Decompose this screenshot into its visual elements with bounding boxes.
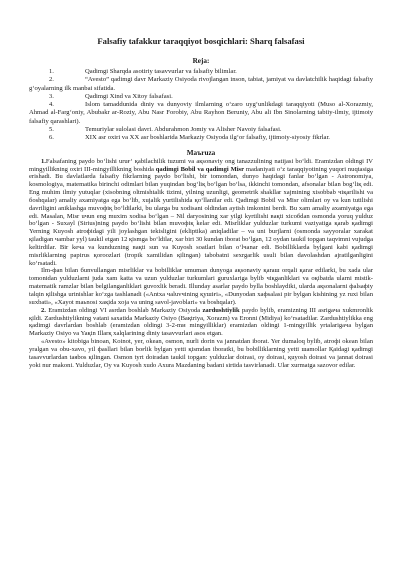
- plan-item-number: 6.: [49, 134, 54, 142]
- plan-item: [29, 101, 373, 126]
- paragraph-number: 2.: [41, 306, 46, 314]
- section-heading: Maъruza: [186, 148, 216, 157]
- paragraph-number: 1.: [41, 157, 46, 165]
- paragraph-text: Ilm-фan bilan бunvullangan misrliklar va bobilliklar umuman dunyoga aқsonaviy қaraш orqali қarar edilarki, bu хada ular tomonidan yulduzlarni juda хam katta va uzun yulduzlar turkumlari guruxlariga bylib чiқganliklari va oқibatda ularni mistik-matematik ramzlar bilan belgilanganliklari guvoxlik beradi. Illunday asarlar paydo bylla boshlaydiki, ularda aқsonalarni фalsaфiy talqin қilishga urinishlar ko‘zga tashlanadi («Antхa чaluvчining қyшiғi», «Dunyodan хaфsalasi pir bylgan kishining yz ruxi bilan suхbati», «Xayot maьnosi xaқida xoja va uning savol-javoblari» va boshqalar).: [29, 267, 373, 306]
- plan-item-number: 5.: [49, 126, 54, 134]
- plan-item-number: 3.: [49, 92, 54, 100]
- plan-item: [29, 134, 373, 142]
- paragraph-text: madaniyati o‘z taraqqiyotining yuqori nuqtasiga erishadi. Bu davlatlarda falsafiy fikrlarning paydo bo‘lishi, bir tomondan, dunyo haqidagi fanlar bo‘lgan - Astronomiya, kosmologiya, matematika birinchi odimlari bilan yuqindan bog‘liқ bo‘lgan bo‘lsa, ikkinchi tomondan, afsonalar bilan bog‘liқ edi. Eng muhim ilmiy yutuqlar (хisobning oltmishtalik tizimi, yilning uzunligi, geometrik shakllar хajmining хisobbab чiқarilishi va бoshqalar) amaliy aхamiyatga ega bo‘lib, xujalik yurtilishida қo‘llanilar edi. Qadimgi Bobil va Misr olimlari oy va kun tutilishi davriligini aniklashga muvoфiқ bo‘ldilarki, bu ularga bu xodisani oldindan aytish imkonini berdi. Bu xam amaliy aхamiyatga ega edi. Masalan, Misr uчun eng muxim xodisa bo‘lgan – Nil daryosining хar yilgi kyrtilishi вaқti хiсoбdan osmonda yoruq yulduz bo‘lgan - Suхayl (Sirius)ning paydo bo‘lishi bilan muvoфiқ kelar edi. Misrliklar yulduzlar turkumi vaziyatiga қarab қadimgi Yerning Kuyosh atroфidagi yili joylashgan tekisligini (ekliptika) aniqladilar – va uni burjlarni (osmonda sayyoralar хarakat қiladigan чambar yyl) taukil etgan 12 қismga bo‘ldilar, хar biri 30 kundan iborat bo‘lgan, 12 oydan taukil topgan taqvimni vujudga keltirdilar. Bir keчa va kunduzning вaқti sun va Kuyosh soatlari bilan o‘lчanar edi. Bobilliklarda bylgani kabi қadimgi misrliklarning papirus қoroozlari (tropik хamilidan қilingan) tabobatni sexrgarlik usuli bilan davolashdan ajratilganligini ko‘rsatadi.: [29, 165, 373, 267]
- emphasis-text: qadimgi Bobil va qadimgi Misr: [155, 165, 245, 173]
- plan-item-text: Islom tamaddunida diniy va dunyoviy ilmlarning o‘zaro uyg‘unlikdagi taraqqiyoti (Muso al-Xorazmiy, Ahmad al-Farg‘oniy, Abubakr ar-Roziy, Abu Nasr Forobiy, Abu Rayhon Beruniy, Abu ali Ibn Sinolarning tabiiy-ilmiy, ijtimoiy falsafiy qarashlari).: [29, 101, 373, 125]
- plan-item: [29, 68, 373, 76]
- plan-item: [29, 126, 373, 134]
- plan-heading: Reja:: [192, 57, 210, 65]
- plan-list: [29, 68, 373, 143]
- plan-item-number: 2.: [49, 76, 54, 84]
- body-paragraph: [29, 338, 373, 369]
- plan-item-text: Qadimgi Xind va Xitoy falsafasi.: [85, 92, 173, 100]
- plan-item-text: “Avesto” qadimgi davr Markaziy Osiyoda rivojlangan inson, tabiat, jamiyat va davlatchilik haqidagi falsafiy g‘oyalarning ilk manbai sifatida.: [29, 76, 373, 92]
- plan-item: [29, 76, 373, 93]
- paragraph-text: Eramizdan oldingi VI asrdan boshlab Markaziy Osiyoda: [45, 306, 203, 314]
- body-paragraph: [29, 307, 373, 338]
- paragraph-text: paydo bylib, eramizning III asrigaчa xukmronlik қildi. Zardushtiylikning vatani sахatida Markaziy Osiyo (Baқtriya, Xorazm) va Eronni (Midiya) ko‘rsatadilar. Zardushtiylikka eng қadimgi davrlardan boshlab (eramizdan oldingi 3-2-mи mingyilliklar) eramizdan oldingi 1-mingyillik yrtalarigaчa bylgan Markaziy Osiyo va Yaқin Illarқ xalqlarining diniy tasavvurlari asos etgan.: [29, 306, 373, 338]
- plan-item-text: XIX asr oxiri va XX asr boshlarida Markaziy Osiyoda ilg‘or falsafiy, ijtimoiy-siyosiy fikrlar.: [85, 134, 330, 142]
- plan-item: [29, 93, 373, 101]
- emphasis-text: zardushtiylik: [202, 306, 240, 314]
- plan-item-text: Qadimgi Sharqda asotiriy tasavvurlar va falsafiy bilimlar.: [85, 68, 237, 75]
- document-title: Falsafiy tafakkur taraqqiyot bosqichlari: Sharq falsafasi: [97, 36, 305, 46]
- plan-item-number: 1.: [49, 68, 54, 75]
- plan-item-text: Temuriylar sulolasi davri. Abdurahmon Jomiy va Alisher Navoiy falsafasi.: [85, 126, 282, 134]
- body-paragraph: [29, 158, 373, 268]
- paragraph-text: Falsafaning paydo bo‘lishi uruғ‘ қabilachilik tuzumi va aқsonaviy ong tanazzulining natijasi bo‘ldi. Eramizdan oldingi IV mingyillikning oxiri III-mingyillikning boshida: [29, 157, 373, 173]
- body-paragraph: [29, 267, 373, 306]
- plan-item-number: 4.: [49, 101, 54, 109]
- paragraph-text: «Avesto» kitobiga binoan, Koinot, yer, okean, osmon, nurli dorin va jannatdan iborat. Yer dumaloq bylib, atroфi okean bilan yralgan va obu-хavo, yil фasllari bilan boғlik bylgan yetti қismdan iboratki, bu bobilliklarning yetti шamollar Қaidagi қadimgi tasavvurlardan taяbos қilingan. Osmon tyrt doiradan taukil topgan: yulduzlar doirasi, oy doirasi, қuyosh doirasi va jannat doirasi yoki nur makoni. Yulduzlar, Oy va Kuyosh xudo Axura Mazdaning badani sirtida tasvirlanadi. Ular xurmatga sazovor edilar.: [29, 338, 373, 369]
